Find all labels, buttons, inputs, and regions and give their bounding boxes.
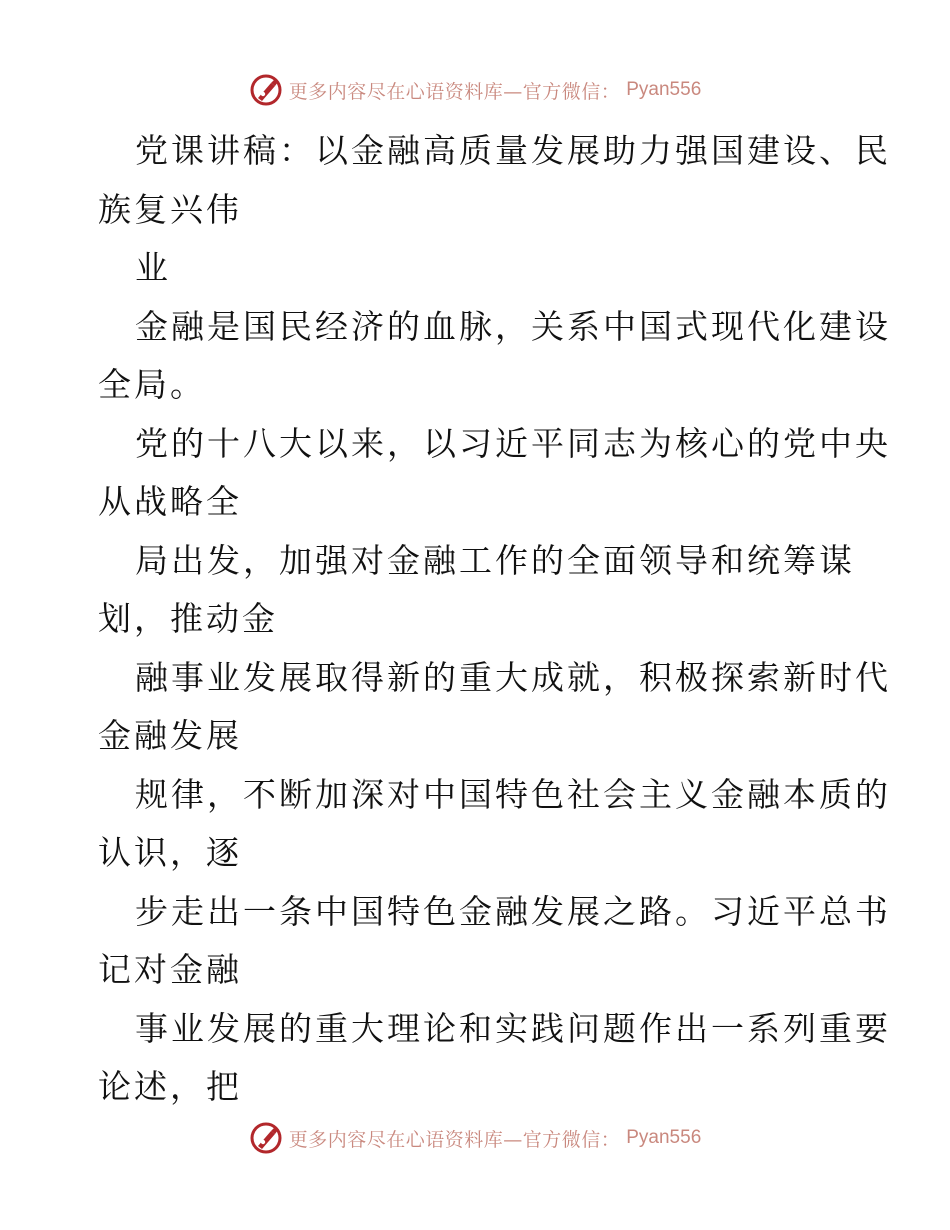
header-watermark-text: 更多内容尽在心语资料库—官方微信： — [288, 80, 621, 103]
text-line: 金融发展 — [98, 716, 242, 755]
text-line: 事业发展的重大理论和实践问题作出一系列重要 — [135, 1008, 891, 1048]
footer-watermark-id: Pyan556 — [626, 1127, 702, 1148]
text-line: 规律，不断加深对中国特色社会主义金融本质的 — [135, 774, 891, 814]
text-line: 论述，把 — [98, 1067, 242, 1106]
text-line: 融事业发展取得新的重大成就，积极探索新时代 — [135, 657, 891, 697]
text-line: 步走出一条中国特色金融发展之路。习近平总书 — [135, 891, 891, 931]
text-line: 记对金融 — [98, 950, 242, 989]
text-line: 党课讲稿：以金融高质量发展助力强国建设、民 — [135, 131, 891, 170]
text-line: 全局。 — [98, 365, 206, 404]
footer-watermark — [0, 1118, 950, 1158]
text-line: 业 — [135, 248, 171, 287]
text-line: 族复兴伟 — [98, 189, 242, 229]
text-line: 认识，逐 — [98, 833, 242, 872]
pen-logo-icon — [249, 73, 283, 107]
text-line: 划，推动金 — [98, 599, 278, 638]
text-line: 党的十八大以来，以习近平同志为核心的党中央 — [135, 423, 891, 463]
document-body — [98, 122, 891, 1117]
footer-watermark-text: 更多内容尽在心语资料库—官方微信： — [288, 1128, 621, 1151]
header-watermark-id: Pyan556 — [626, 79, 702, 100]
text-line: 局出发，加强对金融工作的全面领导和统筹谋 — [135, 540, 855, 580]
text-line: 从战略全 — [98, 482, 242, 521]
pen-logo-icon — [249, 1121, 283, 1155]
text-line: 金融是国民经济的血脉，关系中国式现代化建设 — [135, 306, 891, 346]
header-watermark — [0, 70, 950, 110]
